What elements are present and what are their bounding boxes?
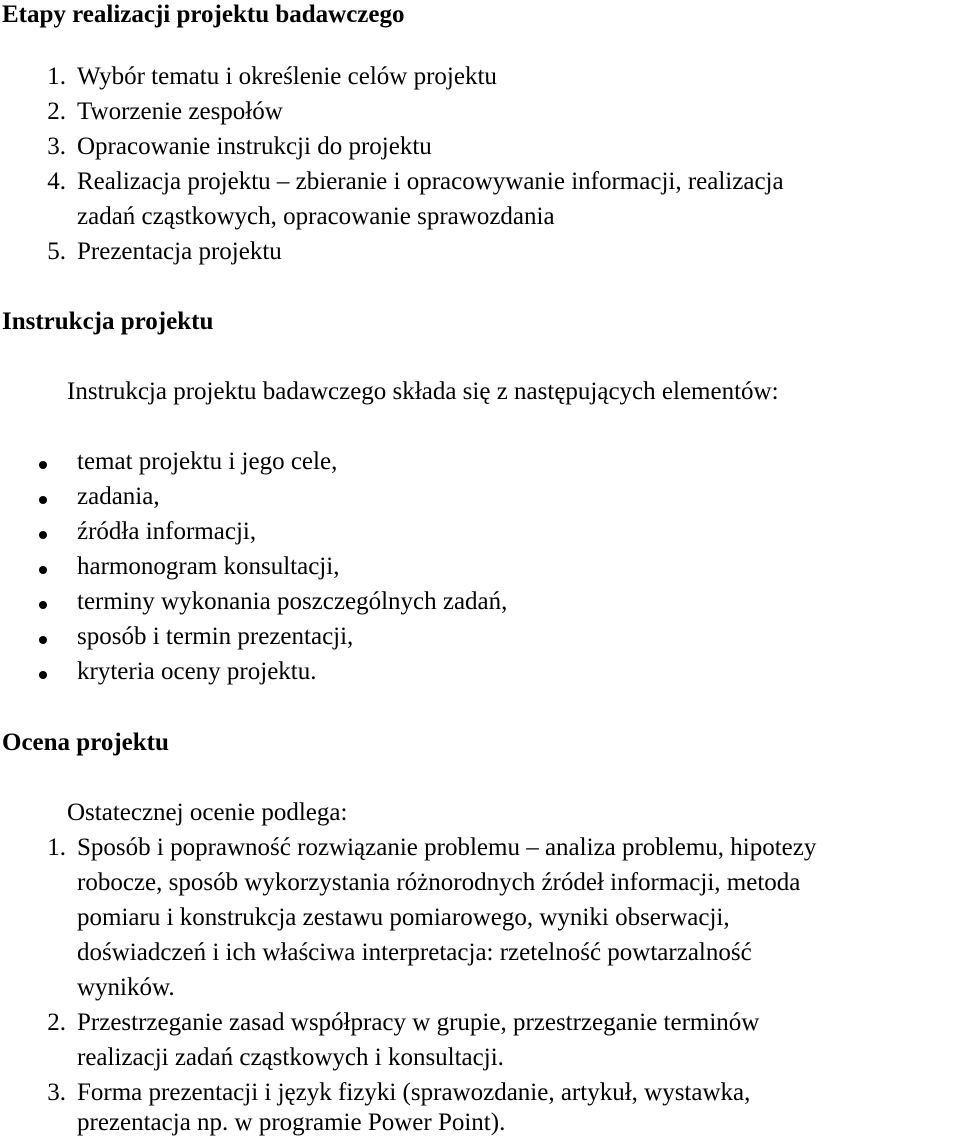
list-text: Przestrzeganie zasad współpracy w grupie, przestrzeganie terminów: [77, 1009, 760, 1036]
bullet-dot: [39, 531, 47, 539]
list-text: Opracowanie instrukcji do projektu: [77, 133, 432, 160]
bullet-text: terminy wykonania poszczególnych zadań,: [77, 588, 508, 615]
bullet-text: zadania,: [77, 483, 160, 510]
bullet-dot: [39, 671, 47, 679]
section1-title: Etapy realizacji projektu badawczego: [2, 1, 405, 28]
bullet-dot: [39, 566, 47, 574]
bullet-text: źródła informacji,: [77, 518, 257, 545]
list-number: 1.: [47, 834, 66, 861]
list-number: 3.: [47, 1079, 66, 1106]
list-text: pomiaru i konstrukcja zestawu pomiarowego, wyniki obserwacji,: [77, 904, 730, 931]
list-number: 3.: [47, 133, 66, 160]
list-text: zadań cząstkowych, opracowanie sprawozdania: [77, 203, 555, 230]
list-text: Tworzenie zespołów: [77, 98, 283, 125]
list-number: 2.: [47, 1009, 66, 1036]
bullet-dot: [39, 636, 47, 644]
list-text: Wybór tematu i określenie celów projektu: [77, 63, 497, 90]
list-text: Realizacja projektu – zbieranie i opracowywanie informacji, realizacja: [77, 168, 784, 195]
section3-title: Ocena projektu: [2, 729, 169, 756]
bullet-text: sposób i termin prezentacji,: [77, 623, 354, 650]
list-number: 2.: [47, 98, 66, 125]
list-number: 4.: [47, 168, 66, 195]
bullet-text: temat projektu i jego cele,: [77, 448, 338, 475]
bullet-text: harmonogram konsultacji,: [77, 553, 340, 580]
section2-intro: Instrukcja projektu badawczego składa się z następujących elementów:: [67, 378, 779, 405]
list-number: 1.: [47, 63, 66, 90]
list-number: 5.: [47, 238, 66, 265]
bullet-dot: [39, 496, 47, 504]
list-text: wyników.: [77, 974, 175, 1001]
list-text: realizacji zadań cząstkowych i konsultacji.: [77, 1044, 504, 1071]
list-text: Sposób i poprawność rozwiązanie problemu – analiza problemu, hipotezy: [77, 834, 817, 861]
section2-title: Instrukcja projektu: [2, 308, 214, 335]
list-text: Forma prezentacji i język fizyki (sprawozdanie, artykuł, wystawka,: [77, 1079, 751, 1106]
list-text: Prezentacja projektu: [77, 238, 282, 265]
list-text: prezentacja np. w programie Power Point).: [77, 1109, 506, 1136]
section3-intro: Ostatecznej ocenie podlega:: [67, 799, 348, 826]
bullet-dot: [39, 461, 47, 469]
list-text: robocze, sposób wykorzystania różnorodnych źródeł informacji, metoda: [77, 869, 801, 896]
bullet-text: kryteria oceny projektu.: [77, 658, 317, 685]
list-text: doświadczeń i ich właściwa interpretacja: rzetelność powtarzalność: [77, 939, 752, 966]
bullet-dot: [39, 601, 47, 609]
